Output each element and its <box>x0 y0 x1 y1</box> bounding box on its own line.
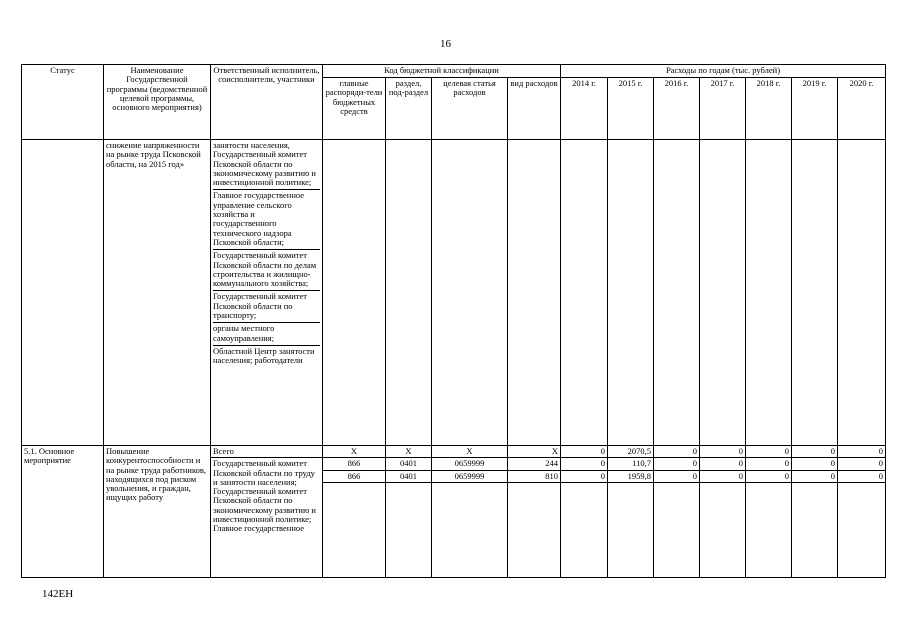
responsible-item: Государственный комитет Псковской области по делам строительства и жилищно-коммунального хозяйства; <box>213 250 320 291</box>
measure-status: 5.1. Основное мероприятие <box>22 446 104 578</box>
total-label: Всего <box>211 446 323 458</box>
row-main-manager: 866 <box>323 470 386 482</box>
header-year: 2016 г. <box>654 78 700 140</box>
responsible-item: Государственный комитет Псковской области по транспорту; <box>213 291 320 323</box>
responsible-cell <box>211 140 323 446</box>
row-type: 244 <box>508 458 561 470</box>
header-target-item: целевая статья расходов <box>432 78 508 140</box>
header-expense-type: вид расходов <box>508 78 561 140</box>
total-section: Х <box>386 446 432 458</box>
page-number: 16 <box>440 38 451 50</box>
measure-name: Повышение конкурентоспособности и на рынке труда работников, находящихся под риском увольнения, и граждан, ищущих работу <box>104 446 211 578</box>
header-section: раздел, под-раздел <box>386 78 432 140</box>
row-value: 0 <box>838 470 886 482</box>
header-year: 2015 г. <box>608 78 654 140</box>
row-value: 110,7 <box>608 458 654 470</box>
header-year: 2018 г. <box>746 78 792 140</box>
responsible-item: органы местного самоуправления; <box>213 323 320 346</box>
total-target: Х <box>432 446 508 458</box>
name-cell: снижение напряженности на рынке труда Псковской области, на 2015 год» <box>104 140 211 446</box>
row-value: 0 <box>654 458 700 470</box>
total-type: Х <box>508 446 561 458</box>
header-status: Статус <box>22 65 104 140</box>
row-value: 0 <box>561 470 608 482</box>
total-value: 0 <box>838 446 886 458</box>
header-budget-code: Код бюджетной классификации <box>323 65 561 78</box>
header-year: 2019 г. <box>792 78 838 140</box>
header-responsible: Ответственный исполнитель, соисполнители, участники <box>211 65 323 140</box>
row-value: 0 <box>792 458 838 470</box>
row-target: 0659999 <box>432 458 508 470</box>
total-value: 0 <box>561 446 608 458</box>
row-section: 0401 <box>386 470 432 482</box>
row-target: 0659999 <box>432 470 508 482</box>
header-expenses: Расходы по годам (тыс. рублей) <box>561 65 886 78</box>
total-value: 0 <box>654 446 700 458</box>
total-value: 0 <box>746 446 792 458</box>
total-value: 0 <box>700 446 746 458</box>
status-cell <box>22 140 104 446</box>
responsible-item: Главное государственное управление сельского хозяйства и государственного технического надзора Псковской области; <box>213 190 320 250</box>
budget-table <box>21 64 886 578</box>
total-main-manager: Х <box>323 446 386 458</box>
row-section: 0401 <box>386 458 432 470</box>
row-value: 0 <box>746 470 792 482</box>
responsible-item: Областной Центр занятости населения; работодатели <box>213 345 315 366</box>
header-year: 2014 г. <box>561 78 608 140</box>
row-value: 1959,8 <box>608 470 654 482</box>
table-row <box>22 140 886 446</box>
table-row <box>22 446 886 458</box>
sub-responsible: Государственный комитет Псковской области по труду и занятости населения; Государственный комитет Псковской области по экономическому развитию и инвестиционной политике; Главное государственное <box>211 458 323 578</box>
row-value: 0 <box>700 470 746 482</box>
row-value: 0 <box>654 470 700 482</box>
row-value: 0 <box>838 458 886 470</box>
header-main-manager: главные распоряди-тели бюджетных средств <box>323 78 386 140</box>
row-value: 0 <box>792 470 838 482</box>
header-year: 2020 г. <box>838 78 886 140</box>
row-value: 0 <box>700 458 746 470</box>
row-type: 810 <box>508 470 561 482</box>
total-value: 0 <box>792 446 838 458</box>
total-value: 2070,5 <box>608 446 654 458</box>
header-year: 2017 г. <box>700 78 746 140</box>
row-main-manager: 866 <box>323 458 386 470</box>
row-value: 0 <box>561 458 608 470</box>
responsible-item: занятости населения, Государственный комитет Псковской области по экономическому развитию и инвестиционной политике; <box>213 140 320 190</box>
footer-code: 142ЕН <box>42 588 74 600</box>
header-name: Наименование Государственной программы (ведомственной целевой программы, основного мероприятия) <box>104 65 211 140</box>
row-value: 0 <box>746 458 792 470</box>
